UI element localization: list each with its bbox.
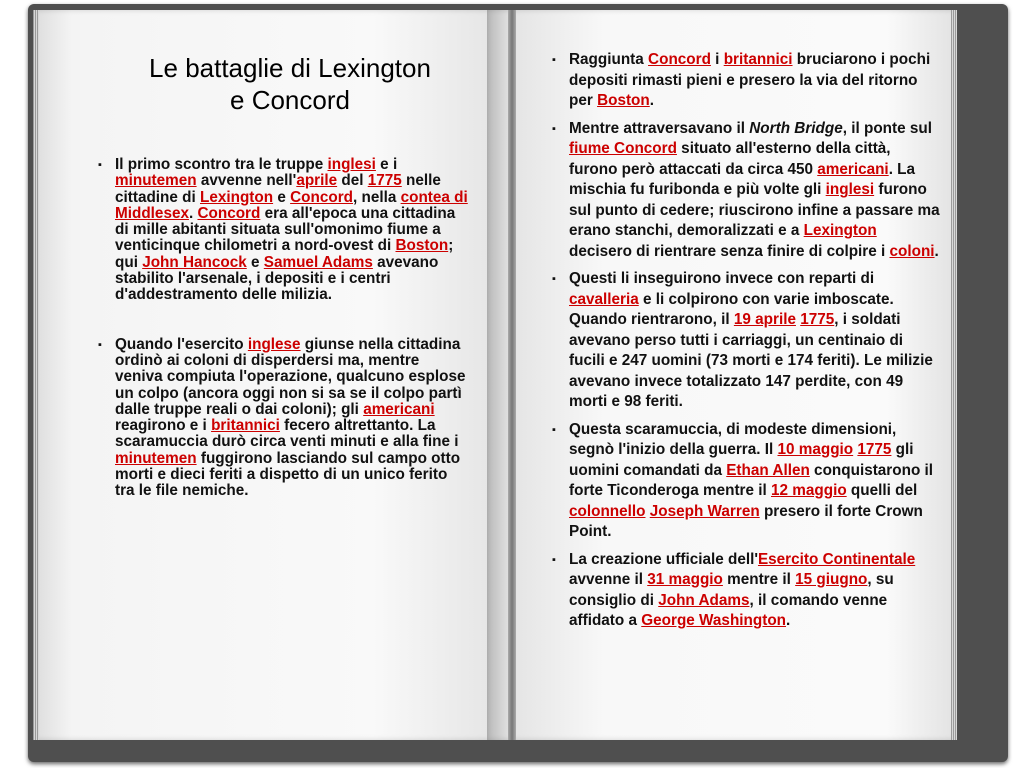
- italic-text: North Bridge: [749, 119, 843, 137]
- text-run: decisero di rientrare senza finire di colpire i: [569, 242, 890, 260]
- text-run: conquistarono il forte Ticonderoga mentre il: [569, 461, 934, 499]
- text-run: Questa scaramuccia, di modeste dimensioni, segnò l'inizio della guerra. Il: [569, 420, 897, 458]
- wiki-link[interactable]: 12 maggio: [771, 482, 847, 499]
- text-run: gli uomini comandati da: [569, 441, 914, 479]
- text-run: .: [934, 242, 939, 260]
- wiki-link[interactable]: 15 giugno: [795, 571, 868, 588]
- wiki-link[interactable]: minutemen: [115, 172, 197, 190]
- wiki-link[interactable]: John Hancock: [142, 253, 247, 271]
- bullet-item: [552, 269, 942, 413]
- wiki-link[interactable]: 1775: [367, 172, 402, 190]
- text-run: bruciarono i pochi depositi rimasti pieni e presero la via del ritorno per: [569, 51, 931, 109]
- text-run: , il ponte sul: [842, 119, 932, 137]
- bullet-item: [98, 337, 470, 500]
- text-run: e: [246, 253, 264, 271]
- text-run: Questi li inseguirono invece con reparti di: [569, 270, 875, 287]
- wiki-link[interactable]: Esercito Continentale: [757, 550, 916, 568]
- wiki-link[interactable]: coloni: [889, 242, 935, 260]
- text-run: , i soldati avevano perso tutti i carriaggi, un centinaio di fucili e 247 uomini (73 morti e 174 feriti). Le milizie avevano invece totalizzato 147 perdite, con 49 morti e 98 feriti.: [569, 311, 933, 410]
- wiki-link[interactable]: Lexington: [200, 188, 274, 206]
- wiki-link[interactable]: John Adams: [658, 591, 750, 609]
- bullet-marker: ▪: [98, 159, 102, 171]
- text-run: reagirono e i: [115, 417, 212, 435]
- text-run: giunse nella cittadina ordinò ai coloni di disperdersi ma, mentre veniva compiuta l'operazione, qualcuno esplose un colpo (ancora oggi non si sa se il colpo partì dalle truppe reali o dai coloni); gli: [115, 335, 466, 418]
- text-run: furono sul punto di cedere; riuscirono infine a passare ma erano stanchi, demoralizzati e a: [569, 181, 940, 239]
- text-run: avevano stabilito l'arsenale, i depositi e i centri d'addestramento delle milizia.: [115, 253, 439, 304]
- text-run: presero il forte Crown Point.: [569, 502, 923, 540]
- wiki-link[interactable]: 1775: [800, 311, 835, 328]
- title-line-1: Le battaglie di Lexington: [149, 53, 431, 83]
- bullet-item: [552, 420, 942, 543]
- wiki-link[interactable]: cavalleria: [569, 290, 639, 308]
- text-run: fecero altrettanto. La scaramuccia durò circa venti minuti e alla fine i: [115, 417, 459, 451]
- wiki-link[interactable]: Samuel Adams: [263, 253, 373, 271]
- title-line-2: e Concord: [230, 85, 350, 115]
- text-run: La creazione ufficiale dell': [569, 550, 758, 568]
- wiki-link[interactable]: Lexington: [803, 222, 877, 239]
- wiki-link[interactable]: 19 aprile: [733, 311, 796, 328]
- text-run: fuggirono lasciando sul campo otto morti e dieci feriti a dispetto di un unico ferito tra le file nemiche.: [115, 449, 461, 500]
- text-run: situato all'esterno della città, furono però attaccati da circa 450: [569, 140, 891, 178]
- bullet-item: [552, 119, 942, 263]
- text-run: , nella: [353, 188, 401, 206]
- wiki-link[interactable]: Concord: [197, 204, 261, 222]
- text-run: era all'epoca una cittadina di mille abitanti situata sull'omonimo fiume a venticinque chilometri a nord-ovest di: [115, 204, 456, 255]
- wiki-link[interactable]: inglesi: [327, 156, 376, 173]
- text-run: quelli del: [846, 482, 918, 499]
- bullet-item: [98, 157, 470, 304]
- text-run: , su consiglio di: [569, 571, 894, 609]
- wiki-link[interactable]: inglese: [247, 335, 301, 353]
- text-run: .: [188, 204, 198, 222]
- text-run: ; qui: [115, 237, 454, 271]
- right-bullet-list: [552, 50, 942, 639]
- wiki-link[interactable]: colonnello: [569, 502, 646, 520]
- bullet-marker: ▪: [552, 54, 556, 66]
- bullet-marker: ▪: [552, 122, 556, 135]
- text-run: Mentre attraversavano il: [569, 119, 750, 137]
- book-spine: [508, 10, 516, 740]
- text-run: e: [273, 188, 291, 206]
- bullet-marker: ▪: [552, 423, 556, 436]
- wiki-link[interactable]: 31 maggio: [647, 571, 723, 588]
- wiki-link[interactable]: Concord: [648, 51, 711, 68]
- text-run: .: [649, 92, 654, 109]
- text-run: Raggiunta: [569, 51, 649, 68]
- wiki-link[interactable]: britannici: [211, 417, 280, 435]
- left-page-edge: [33, 10, 39, 740]
- wiki-link[interactable]: Concord: [290, 188, 353, 206]
- right-page-edge: [951, 10, 957, 740]
- text-run: nelle cittadine di: [115, 172, 441, 206]
- bullet-marker: ▪: [552, 273, 556, 285]
- text-run: e li colpirono con varie imboscate. Quando rientrarono, il: [569, 290, 894, 328]
- wiki-link[interactable]: americani: [817, 160, 889, 178]
- wiki-link[interactable]: americani: [363, 400, 435, 418]
- wiki-link[interactable]: George Washington: [641, 612, 787, 629]
- slide-title: [90, 52, 490, 116]
- bullet-marker: ▪: [98, 338, 102, 351]
- text-run: .: [786, 612, 791, 629]
- bullet-marker: ▪: [552, 553, 556, 566]
- wiki-link[interactable]: Ethan Allen: [726, 461, 810, 479]
- bullet-item: [552, 550, 942, 632]
- text-run: , il comando venne affidato a: [569, 591, 888, 629]
- text-run: . La mischia fu furibonda e più volte gli: [569, 160, 916, 198]
- wiki-link[interactable]: Boston: [395, 237, 449, 255]
- left-bullet-list: [98, 157, 470, 533]
- wiki-link[interactable]: fiume Concord: [569, 140, 677, 157]
- wiki-link[interactable]: 1775: [857, 441, 892, 458]
- wiki-link[interactable]: Boston: [597, 92, 650, 109]
- text-run: Il primo scontro tra le truppe: [115, 156, 328, 173]
- wiki-link[interactable]: minutemen: [115, 449, 197, 467]
- wiki-link[interactable]: aprile: [296, 172, 338, 190]
- bullet-item: [552, 50, 942, 112]
- wiki-link[interactable]: inglesi: [825, 181, 875, 198]
- wiki-link[interactable]: britannici: [723, 51, 793, 68]
- text-run: avvenne nell': [196, 172, 297, 190]
- text-run: del: [337, 172, 368, 190]
- text-run: Quando l'esercito: [115, 335, 248, 353]
- text-run: mentre il: [722, 571, 796, 588]
- wiki-link[interactable]: 10 maggio: [777, 441, 854, 458]
- wiki-link[interactable]: Joseph Warren: [649, 502, 760, 520]
- text-run: i: [710, 51, 724, 68]
- text-run: avvenne il: [569, 571, 648, 588]
- wiki-link[interactable]: contea di Middlesex: [115, 188, 468, 222]
- text-run: e i: [375, 156, 398, 173]
